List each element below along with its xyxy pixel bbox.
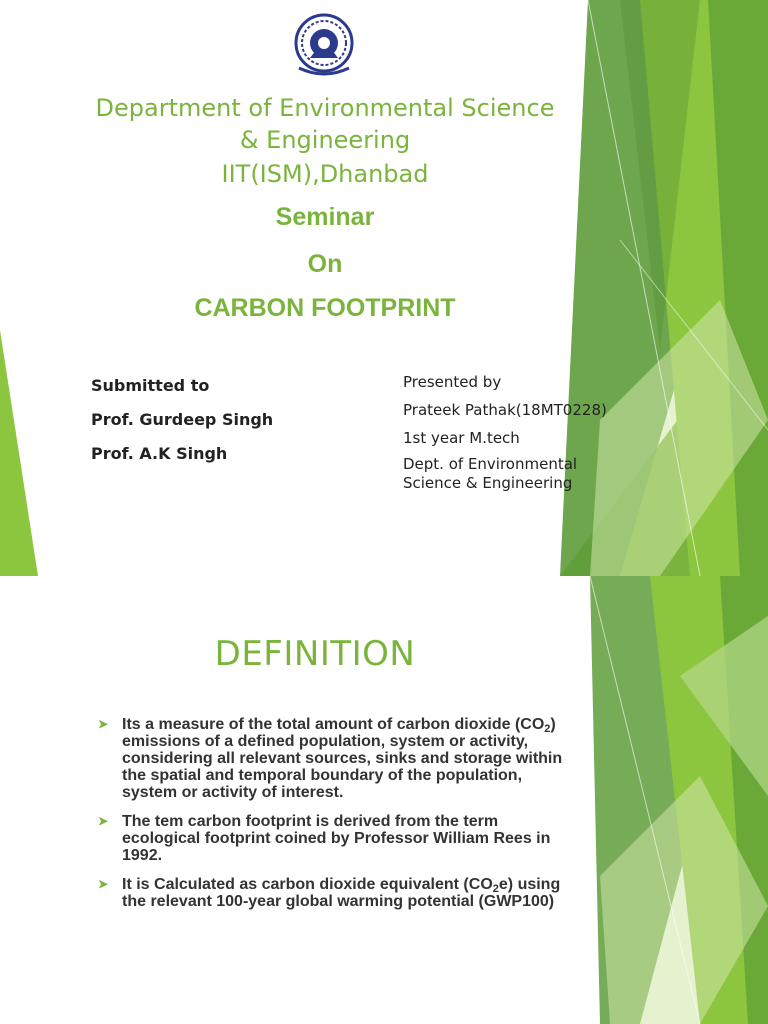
- submitted-to-block: [91, 372, 273, 474]
- presented-by-block: [403, 370, 613, 492]
- department-name-line2: & Engineering: [239, 126, 411, 154]
- arrow-bullet-icon: ➤: [98, 717, 109, 731]
- seminar-topic: CARBON FOOTPRINT: [194, 294, 456, 322]
- presenter-year: 1st year M.tech: [403, 429, 520, 447]
- department-name-line1: Department of Environmental Science: [95, 94, 555, 122]
- professor-name: Prof. A.K Singh: [91, 444, 228, 463]
- list-item: [98, 716, 578, 801]
- list-item: [98, 876, 578, 910]
- presenter-dept-line2: Science & Engineering: [403, 474, 573, 492]
- presenter-name: Prateek Pathak(18MT0228): [403, 401, 607, 419]
- bullet-text: e) using the relevant 100-year global warming potential (GWP100): [122, 876, 561, 910]
- subscript: 2: [544, 723, 551, 735]
- presented-by-heading: Presented by: [403, 373, 502, 391]
- bullet-text: ) emissions of a defined population, system or activity, considering all relevant sources, sinks and storage within the spatial and temporal boundary of the population, system or activity of interest.: [122, 716, 563, 801]
- submitted-to-heading: Submitted to: [91, 376, 210, 395]
- arrow-bullet-icon: ➤: [98, 814, 109, 828]
- institute-name: IIT(ISM),Dhanbad: [221, 160, 429, 188]
- iit-ism-emblem-icon: [287, 10, 361, 80]
- slide-title: DEFINITION: [214, 634, 416, 674]
- subscript: 2: [492, 883, 499, 895]
- bullet-text: Its a measure of the total amount of carbon dioxide (CO: [122, 716, 545, 733]
- on-label: On: [307, 250, 343, 278]
- definition-bullet-list: [98, 716, 578, 922]
- seminar-label: Seminar: [275, 203, 375, 231]
- professor-name: Prof. Gurdeep Singh: [91, 410, 274, 429]
- bullet-text: The tem carbon footprint is derived from the term ecological footprint coined by Professor William Rees in 1992.: [122, 813, 551, 864]
- definition-slide: [0, 576, 768, 1024]
- arrow-bullet-icon: ➤: [98, 877, 109, 891]
- list-item: [98, 813, 578, 864]
- bullet-text: It is Calculated as carbon dioxide equivalent (CO: [122, 876, 493, 893]
- presenter-dept-line1: Dept. of Environmental: [403, 455, 578, 473]
